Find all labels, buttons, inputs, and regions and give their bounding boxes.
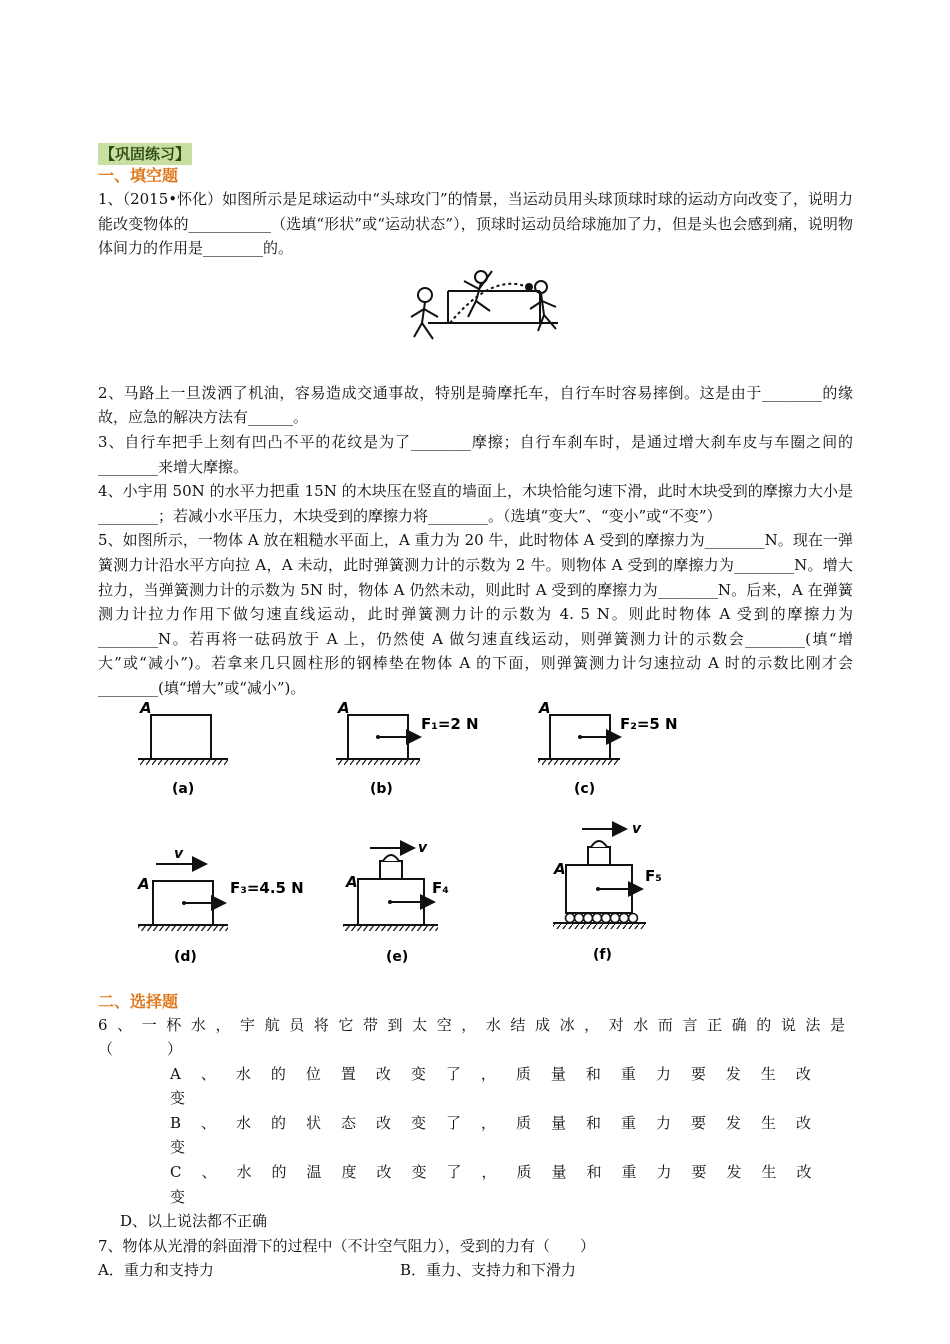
option-6a: A、水的位置改变了，质量和重力要发生改变 bbox=[170, 1064, 831, 1108]
option-6d: D、以上说法都不正确 bbox=[120, 1212, 268, 1231]
header-goal-illustration bbox=[98, 261, 853, 381]
force-diagram-svg bbox=[98, 701, 853, 991]
label-d-block: A bbox=[138, 874, 150, 893]
velocity-f: v bbox=[632, 820, 642, 837]
question-3: 3、自行车把手上刻有凹凸不平的花纹是为了________摩擦；自行车刹车时，是通过增大刹车皮与车圈之间的________来增大摩擦。 bbox=[98, 432, 853, 476]
section-tag: 【巩固练习】 bbox=[100, 145, 191, 163]
caption-e: (e) bbox=[386, 948, 409, 965]
caption-c: (c) bbox=[574, 780, 596, 797]
soccer-figure bbox=[98, 261, 853, 381]
velocity-d: v bbox=[174, 845, 184, 862]
option-7a: A．重力和支持力 bbox=[98, 1261, 214, 1280]
question-2: 2、马路上一旦泼洒了机油，容易造成交通事故，特别是骑摩托车，自行车时容易摔倒。这是由于________的缘故，应急的解决方法有______。 bbox=[98, 383, 853, 427]
diagram-d bbox=[137, 846, 304, 965]
option-6c: C、水的温度改变了，质量和重力要发生改变 bbox=[170, 1163, 832, 1206]
section1-title: 一、填空题 bbox=[98, 166, 179, 185]
force-d: F₃=4.5 N bbox=[230, 878, 304, 897]
label-e-block: A bbox=[346, 872, 358, 891]
caption-f: (f) bbox=[593, 946, 612, 963]
diagram-b bbox=[336, 701, 479, 797]
options-7 bbox=[98, 1258, 853, 1283]
force-c: F₂=5 N bbox=[620, 714, 678, 733]
caption-a: (a) bbox=[172, 780, 195, 797]
diagram-a bbox=[138, 701, 228, 797]
label-b-block: A bbox=[338, 700, 350, 717]
question-7: 7、物体从光滑的斜面滑下的过程中（不计空气阻力），受到的力有（ ） bbox=[98, 1236, 596, 1255]
diagram-e bbox=[343, 840, 449, 965]
caption-b: (b) bbox=[370, 780, 393, 797]
velocity-e: v bbox=[418, 839, 428, 856]
label-c-block: A bbox=[539, 700, 551, 717]
force-diagrams bbox=[98, 701, 853, 991]
option-6b: B、水的状态改变了，质量和重力要发生改变 bbox=[170, 1113, 832, 1157]
worksheet bbox=[98, 140, 853, 1283]
option-7b: B．重力、支持力和下滑力 bbox=[400, 1261, 577, 1280]
force-f: F₅ bbox=[645, 866, 662, 885]
question-4: 4、小宇用 50N 的水平力把重 15N 的木块压在竖直的墙面上，木块恰能匀速下滑，此时木块受到的摩擦力大小是________；若减小水平压力，木块受到的摩擦力将________。（选填“变大”、“变小”或“不变”） bbox=[98, 482, 853, 525]
question-5: 5、如图所示，一物体 A 放在粗糙水平面上，A 重力为 20 牛，此时物体 A 受到的摩擦力为________N。现在一弹簧测力计沿水平方向拉 A，A 未动，此时弹簧测力计的示数为 2 牛。则物体 A 受到的摩擦力为________N。增大拉力，当弹簧测力计的示数为 5N 时，物体 A 仍然未动，则此时 A 受到的摩擦力为________N。后来，A 在弹簧测力计拉力作用下做匀速直线运动，此时弹簧测力计的示数为 4. 5 N。则此时物体 A 受到的摩擦力为________N。若再将一砝码放于 A 上，仍然使 A 做匀速直线运动，则弹簧测力计的示数会________(填“增大”或“减小”)。若拿来几只圆柱形的钢棒垫在物体 A 的下面，则弹簧测力计匀速拉动 A 时的示数比刚才会________(填“增大”或“减小”)。 bbox=[98, 531, 853, 697]
caption-d: (d) bbox=[174, 948, 197, 965]
label-f-block: A bbox=[554, 859, 566, 878]
diagram-c bbox=[538, 701, 678, 797]
question-1: 1、（2015•怀化）如图所示是足球运动中“头球攻门”的情景，当运动员用头球顶球时球的运动方向改变了，说明力能改变物体的___________（选填“形状”或“运动状态”），顶球时运动员给球施加了力，但是头也会感到痛，说明物体间力的作用是________的。 bbox=[98, 190, 853, 258]
force-e: F₄ bbox=[432, 878, 449, 897]
label-a-block: A bbox=[140, 700, 152, 717]
force-b: F₁=2 N bbox=[421, 714, 479, 733]
question-6: 6、一杯水，宇航员将它带到太空，水结成冰，对水而言正确的说法是（ ） bbox=[98, 1015, 853, 1059]
diagram-f bbox=[553, 821, 662, 963]
section2-title: 二、选择题 bbox=[98, 991, 179, 1011]
